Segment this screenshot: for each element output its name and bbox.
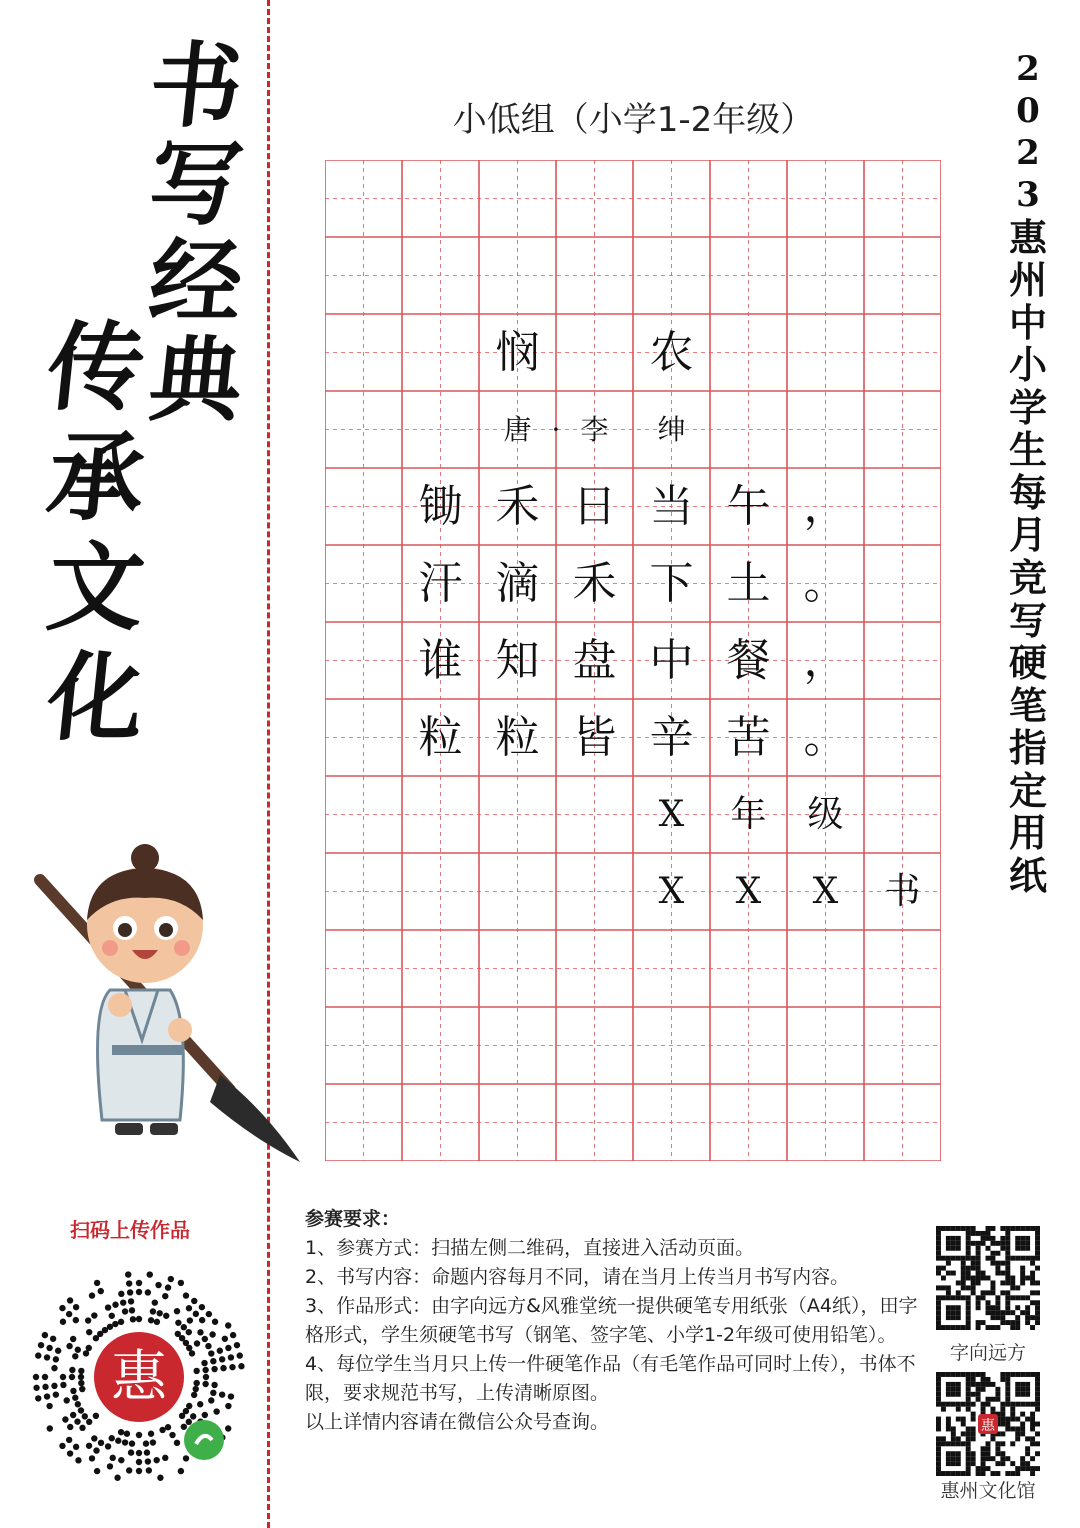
contest-rules — [305, 1205, 925, 1437]
mini-program-qr-code[interactable] — [24, 1262, 254, 1492]
poem-char: 午 — [726, 481, 771, 532]
poem-title-char: 农 — [649, 327, 694, 378]
poem-char: 。 — [803, 558, 848, 609]
rule-item: 3、作品形式：由字向远方&风雅堂统一提供硬笔专用纸张（A4纸），田字格形式，学生须硬笔书写（钢笔、签字笔、小学1-2年级可使用铅笔）。 — [305, 1295, 918, 1346]
grade-char: X — [658, 794, 685, 835]
grid-title: 小低组（小学1-2年级） — [452, 100, 815, 140]
title-char: 中 — [1008, 299, 1047, 345]
poem-char: 锄 — [418, 481, 463, 532]
qr-center-char: 惠 — [111, 1345, 167, 1410]
rule-item: 2、书写内容：命题内容每月不同，请在当月上传当月书写内容。 — [305, 1266, 850, 1288]
grade-char: 级 — [807, 794, 844, 835]
calligraphy-char: 书 — [144, 32, 248, 140]
poem-char: 禾 — [572, 558, 617, 609]
poem-char: 汗 — [418, 558, 463, 609]
rule-item: 1、参赛方式：扫描左侧二维码，直接进入活动页面。 — [305, 1237, 755, 1259]
tianzige-writing-grid — [325, 160, 941, 1161]
calligraphy-column-2 — [42, 311, 150, 760]
poem-char: 中 — [649, 635, 694, 686]
title-char: 惠 — [1008, 214, 1047, 260]
title-char: 用 — [1008, 810, 1047, 856]
title-char: 每 — [1008, 469, 1047, 515]
poem-char: 粒 — [495, 712, 540, 763]
qr-code-zixiangyuanfang[interactable] — [936, 1226, 1040, 1330]
qr-code-huizhou-culture-center[interactable] — [936, 1372, 1040, 1476]
title-text — [1008, 214, 1047, 898]
poem-char: 苦 — [726, 712, 771, 763]
poem-title-char: 悯 — [495, 327, 540, 378]
poem-char: 餐 — [726, 635, 771, 686]
poem-char: ， — [803, 481, 848, 532]
qr-upload-label: 扫码上传作品 — [70, 1218, 190, 1242]
title-char: 定 — [1008, 767, 1047, 813]
year-digit: 0 — [1016, 91, 1040, 132]
signature-char: X — [812, 871, 839, 912]
title-char: 指 — [1008, 725, 1047, 771]
year-digit: 2 — [1016, 133, 1040, 174]
title-char: 笔 — [1008, 682, 1047, 728]
title-char: 州 — [1008, 257, 1047, 303]
rules-heading: 参赛要求： — [305, 1208, 401, 1230]
poem-char: 知 — [495, 635, 540, 686]
year-digit: 3 — [1016, 175, 1040, 216]
calligraphy-char: 承 — [42, 421, 150, 534]
title-char: 写 — [1008, 597, 1047, 643]
poem-char: ， — [803, 635, 848, 686]
calligraphy-column-1 — [144, 32, 248, 434]
vertical-title — [996, 48, 1060, 897]
poem-char: 土 — [726, 558, 771, 609]
signature-char: X — [658, 871, 685, 912]
calligraphy-char: 文 — [42, 531, 150, 644]
poem-author-char: · — [551, 413, 561, 446]
title-char: 竞 — [1008, 555, 1047, 600]
title-year — [1016, 48, 1040, 217]
grade-char: 年 — [730, 794, 767, 835]
calligraphy-char: 写 — [144, 130, 248, 238]
boy-with-brush-illustration — [30, 840, 310, 1170]
rule-item: 以上详情内容请在微信公众号查询。 — [305, 1411, 610, 1433]
calligraphy-char: 典 — [144, 326, 248, 434]
title-char: 硬 — [1008, 640, 1047, 686]
year-digit: 2 — [1016, 49, 1040, 89]
signature-char: 书 — [884, 871, 921, 912]
poem-char: 当 — [649, 481, 694, 532]
qr-label-zixiangyuanfang: 字向远方 — [949, 1342, 1026, 1364]
qr-center-char: 惠 — [981, 1418, 995, 1434]
calligraphy-char: 经 — [144, 228, 248, 336]
poem-char: 谁 — [418, 635, 463, 686]
poem-char: 日 — [572, 481, 617, 532]
title-char: 学 — [1008, 384, 1047, 430]
qr-label-huizhou-culture-center: 惠州文化馆 — [940, 1480, 1036, 1502]
calligraphy-char: 传 — [42, 311, 150, 424]
title-char: 生 — [1008, 427, 1047, 473]
poem-author-char: 唐 — [503, 413, 532, 446]
poem-author-char: 李 — [580, 413, 609, 446]
rule-item: 4、每位学生当月只上传一件硬笔作品（有毛笔作品可同时上传），书体不限，要求规范书写，上传清晰原图。 — [305, 1353, 916, 1404]
title-char: 小 — [1008, 342, 1047, 388]
cut-line — [267, 0, 270, 1528]
poem-char: 辛 — [649, 712, 694, 763]
title-char: 纸 — [1008, 852, 1047, 898]
poem-char: 盘 — [572, 635, 617, 686]
poem-char: 粒 — [418, 712, 463, 763]
poem-char: 。 — [803, 712, 848, 763]
calligraphy-char: 化 — [42, 641, 150, 754]
title-char: 月 — [1008, 512, 1047, 558]
signature-char: X — [735, 871, 762, 912]
poem-char: 下 — [649, 558, 694, 609]
poem-char: 滴 — [495, 558, 540, 609]
poem-char: 皆 — [572, 712, 617, 763]
poem-char: 禾 — [495, 481, 540, 532]
poem-author-char: 绅 — [657, 413, 686, 446]
